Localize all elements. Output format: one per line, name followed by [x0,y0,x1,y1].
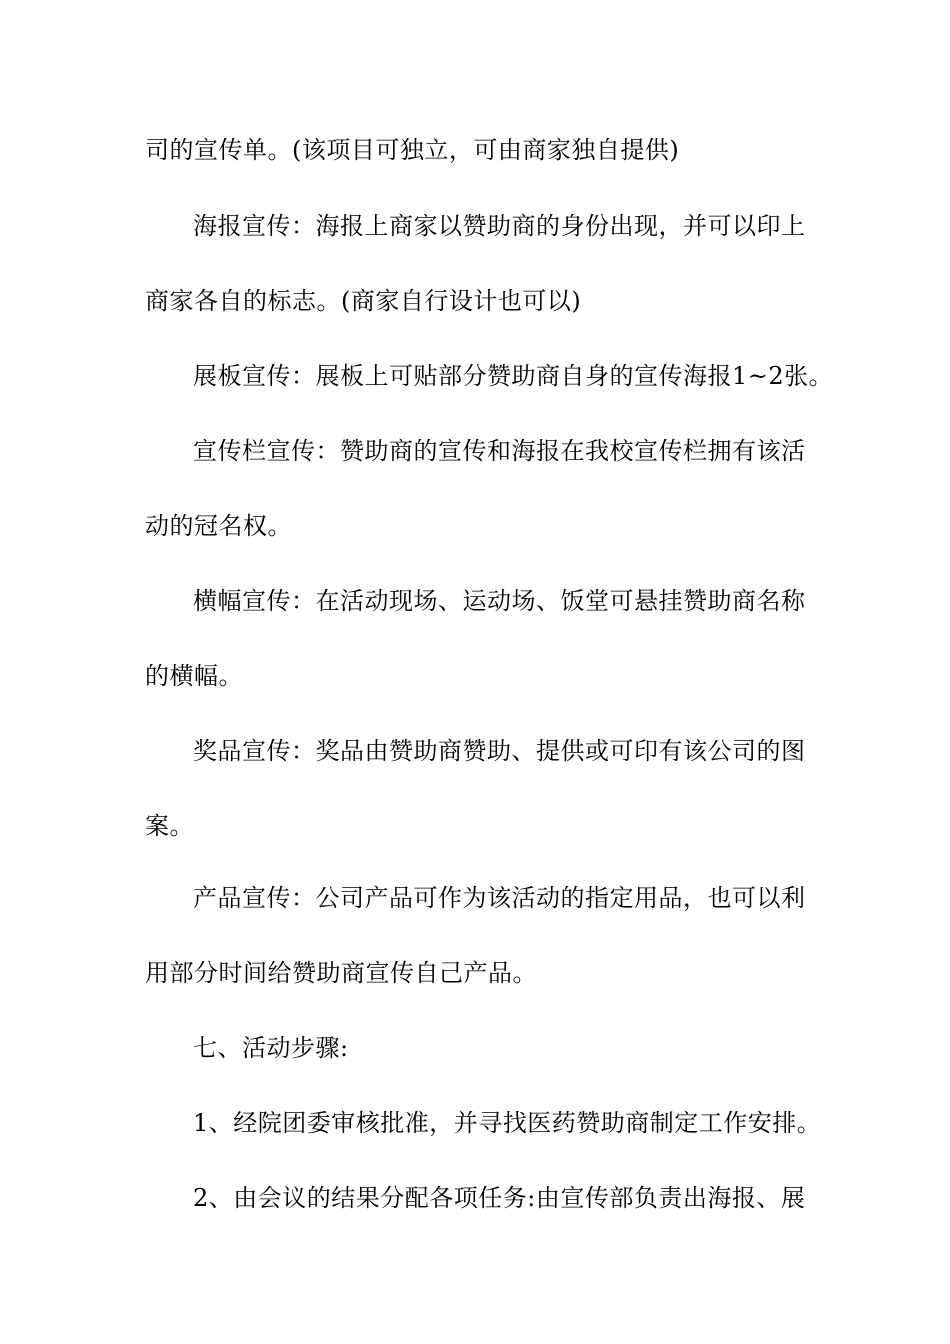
paragraph-line: 产品宣传：公司产品可作为该活动的指定用品，也可以利 [193,884,806,912]
paragraph-line: 横幅宣传：在活动现场、运动场、饭堂可悬挂赞助商名称 [193,587,806,615]
paragraph-line: 案。 [145,812,194,840]
paragraph-line: 展板宣传：展板上可贴部分赞助商自身的宣传海报1~2张。 [193,362,834,390]
list-item: 2、由会议的结果分配各项任务:由宣传部负责出海报、展 [193,1184,806,1212]
paragraph-line: 司的宣传单。(该项目可独立，可由商家独自提供) [145,136,680,164]
paragraph-line: 海报宣传：海报上商家以赞助商的身份出现，并可以印上 [193,212,806,240]
paragraph-line: 用部分时间给赞助商宣传自己产品。 [145,959,537,987]
paragraph-line: 宣传栏宣传：赞助商的宣传和海报在我校宣传栏拥有该活 [193,437,806,465]
paragraph-line: 奖品宣传：奖品由赞助商赞助、提供或可印有该公司的图 [193,737,806,765]
paragraph-line: 动的冠名权。 [145,512,292,540]
paragraph-line: 商家各自的标志。(商家自行设计也可以) [145,287,582,315]
section-heading: 七、活动步骤: [193,1034,349,1062]
paragraph-line: 的横幅。 [145,662,243,690]
list-item: 1、经院团委审核批准，并寻找医药赞助商制定工作安排。 [193,1109,822,1137]
